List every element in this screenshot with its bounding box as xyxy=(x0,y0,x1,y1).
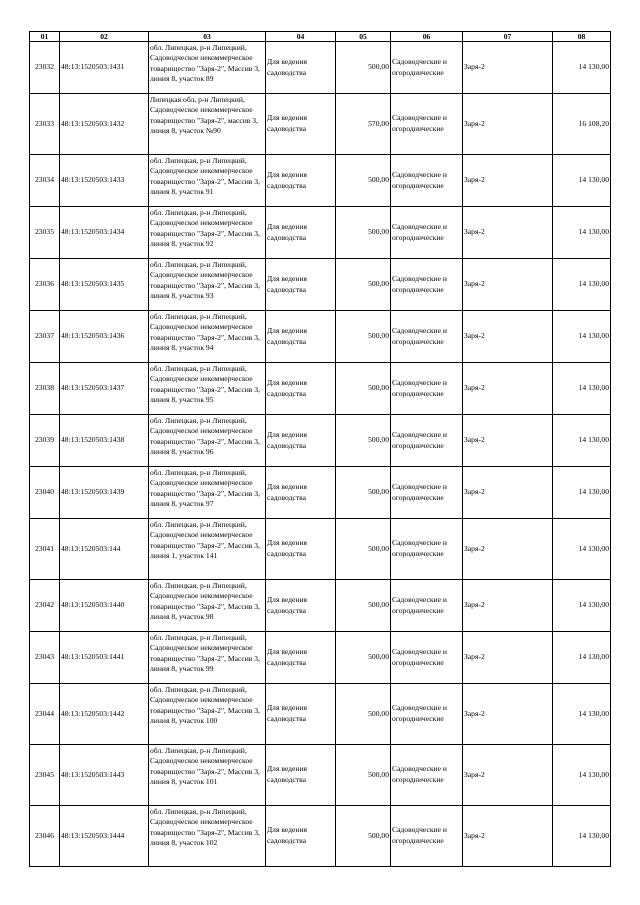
address xyxy=(149,519,266,580)
area: 500,00 xyxy=(336,259,391,311)
zone-name: Заря-2 xyxy=(463,363,553,415)
table-row xyxy=(30,467,611,519)
address-text: Липецкая обл, р-н Липецкий, Садоводческое некоммерческое товарищество "Заря-2", массив 3, линия 8, участок №90 xyxy=(150,94,258,136)
area: 500,00 xyxy=(336,519,391,580)
cadastral-number: 48:13:1520503:1441 xyxy=(60,632,149,684)
cadastral-value: 14 130,00 xyxy=(553,311,611,363)
address xyxy=(149,259,266,311)
area: 500,00 xyxy=(336,745,391,806)
address xyxy=(149,580,266,632)
row-number: 23043 xyxy=(30,632,60,684)
area: 500,00 xyxy=(336,311,391,363)
cadastral-value: 14 130,00 xyxy=(553,467,611,519)
cadastral-value: 14 130,00 xyxy=(553,745,611,806)
cadastral-value: 14 130,00 xyxy=(553,519,611,580)
address xyxy=(149,745,266,806)
address xyxy=(149,363,266,415)
cadastral-value: 16 108,20 xyxy=(553,94,611,155)
address-text: обл. Липецкая, р-н Липецкий, Садоводческое некоммерческое товарищество "Заря-2", Массив 3, линия 8, участок 100 xyxy=(150,684,260,726)
area: 500,00 xyxy=(336,42,391,94)
cadastral-value: 14 130,00 xyxy=(553,580,611,632)
land-category: Садоводческие и огороднические xyxy=(391,207,463,259)
cadastral-number: 48:13:1520503:1440 xyxy=(60,580,149,632)
zone-name: Заря-2 xyxy=(463,311,553,363)
row-number: 23038 xyxy=(30,363,60,415)
cadastral-number: 48:13:1520503:1431 xyxy=(60,42,149,94)
row-number: 23037 xyxy=(30,311,60,363)
land-category: Садоводческие и огороднические xyxy=(391,632,463,684)
cadastral-value: 14 130,00 xyxy=(553,42,611,94)
zone-name: Заря-2 xyxy=(463,632,553,684)
area: 500,00 xyxy=(336,684,391,745)
zone-name: Заря-2 xyxy=(463,42,553,94)
land-category: Садоводческие и огороднические xyxy=(391,745,463,806)
table-row xyxy=(30,94,611,155)
cadastral-number: 48:13:1520503:1442 xyxy=(60,684,149,745)
table-row xyxy=(30,580,611,632)
table-row xyxy=(30,519,611,580)
cadastral-number: 48:13:1520503:1437 xyxy=(60,363,149,415)
land-use-purpose: Для ведения садоводства xyxy=(266,94,336,155)
address-text: обл. Липецкая, р-н Липецкий, Садоводческое некоммерческое товарищество "Заря-2", Массив 3, линия 8, участок 99 xyxy=(150,632,260,674)
area: 500,00 xyxy=(336,155,391,207)
table-row xyxy=(30,207,611,259)
land-category: Садоводческие и огороднические xyxy=(391,311,463,363)
land-use-purpose: Для ведения садоводства xyxy=(266,415,336,467)
zone-name: Заря-2 xyxy=(463,94,553,155)
zone-name: Заря-2 xyxy=(463,745,553,806)
column-header: 08 xyxy=(553,32,611,42)
zone-name: Заря-2 xyxy=(463,155,553,207)
address-text: обл. Липецкая, р-н Липецкий, Садоводческое некоммерческое товарищество "Заря-2", Массив 3, линия 8, участок 93 xyxy=(150,259,260,301)
cadastral-number: 48:13:1520503:1436 xyxy=(60,311,149,363)
area: 500,00 xyxy=(336,207,391,259)
column-header: 05 xyxy=(336,32,391,42)
area: 500,00 xyxy=(336,632,391,684)
cadastral-number: 48:13:1520503:1439 xyxy=(60,467,149,519)
cadastral-number: 48:13:1520503:144 xyxy=(60,519,149,580)
address-text: обл. Липецкая, р-н Липецкий, Садоводческое некоммерческое товарищество "Заря-2", Массив 3, линия 8, участок 98 xyxy=(150,580,260,622)
address-text: обл. Липецкая, р-н Липецкий, Садоводческое некоммерческое товарищество "Заря-2", Массив 3, линия 8, участок 95 xyxy=(150,363,260,405)
land-use-purpose: Для ведения садоводства xyxy=(266,311,336,363)
zone-name: Заря-2 xyxy=(463,415,553,467)
zone-name: Заря-2 xyxy=(463,684,553,745)
zone-name: Заря-2 xyxy=(463,519,553,580)
table-row xyxy=(30,415,611,467)
table-row xyxy=(30,632,611,684)
area: 500,00 xyxy=(336,806,391,867)
row-number: 23041 xyxy=(30,519,60,580)
address-text: обл. Липецкая, р-н Липецкий, Садоводческое некоммерческое товарищество "Заря-2", Массив 3, линия 8, участок 101 xyxy=(150,745,260,787)
address xyxy=(149,415,266,467)
land-category: Садоводческие и огороднические xyxy=(391,467,463,519)
zone-name: Заря-2 xyxy=(463,259,553,311)
cadastral-number: 48:13:1520503:1433 xyxy=(60,155,149,207)
land-use-purpose: Для ведения садоводства xyxy=(266,519,336,580)
address-text: обл. Липецкая, р-н Липецкий, Садоводческое некоммерческое товарищество "Заря-2", Массив 3, линия 8, участок 89 xyxy=(150,42,260,84)
land-category: Садоводческие и огороднические xyxy=(391,684,463,745)
cadastral-value: 14 130,00 xyxy=(553,363,611,415)
zone-name: Заря-2 xyxy=(463,580,553,632)
address xyxy=(149,94,266,155)
land-use-purpose: Для ведения садоводства xyxy=(266,806,336,867)
address xyxy=(149,806,266,867)
row-number: 23032 xyxy=(30,42,60,94)
cadastral-value: 14 130,00 xyxy=(553,207,611,259)
table-row xyxy=(30,259,611,311)
land-category: Садоводческие и огороднические xyxy=(391,42,463,94)
land-use-purpose: Для ведения садоводства xyxy=(266,207,336,259)
address xyxy=(149,207,266,259)
land-category: Садоводческие и огороднические xyxy=(391,415,463,467)
cadastral-number: 48:13:1520503:1443 xyxy=(60,745,149,806)
column-header: 07 xyxy=(463,32,553,42)
row-number: 23042 xyxy=(30,580,60,632)
address xyxy=(149,684,266,745)
cadastral-value: 14 130,00 xyxy=(553,632,611,684)
land-use-purpose: Для ведения садоводства xyxy=(266,363,336,415)
table-row xyxy=(30,363,611,415)
address xyxy=(149,311,266,363)
cadastral-number: 48:13:1520503:1444 xyxy=(60,806,149,867)
cadastral-value: 14 130,00 xyxy=(553,806,611,867)
row-number: 23045 xyxy=(30,745,60,806)
land-category: Садоводческие и огороднические xyxy=(391,363,463,415)
address xyxy=(149,42,266,94)
address xyxy=(149,632,266,684)
area: 570,00 xyxy=(336,94,391,155)
area: 500,00 xyxy=(336,415,391,467)
address xyxy=(149,155,266,207)
address-text: обл. Липецкая, р-н Липецкий, Садоводческое некоммерческое товарищество "Заря-2", Массив 3, линия 8, участок 94 xyxy=(150,311,260,353)
address-text: обл. Липецкая, р-н Липецкий, Садоводческое некоммерческое товарищество "Заря-2", Массив 3, линия 8, участок 97 xyxy=(150,467,260,509)
header-row xyxy=(30,32,611,42)
land-use-purpose: Для ведения садоводства xyxy=(266,259,336,311)
land-category: Садоводческие и огороднические xyxy=(391,806,463,867)
column-header: 06 xyxy=(391,32,463,42)
land-use-purpose: Для ведения садоводства xyxy=(266,632,336,684)
table-row xyxy=(30,684,611,745)
cadastral-number: 48:13:1520503:1438 xyxy=(60,415,149,467)
table-body xyxy=(30,42,611,867)
row-number: 23035 xyxy=(30,207,60,259)
column-header: 02 xyxy=(60,32,149,42)
table-row xyxy=(30,42,611,94)
cadastral-number: 48:13:1520503:1434 xyxy=(60,207,149,259)
cadastral-table xyxy=(29,31,611,867)
land-category: Садоводческие и огороднические xyxy=(391,519,463,580)
address-text: обл. Липецкая, р-н Липецкий, Садоводческое некоммерческое товарищество "Заря-2", Массив 3, линия 1, участок 141 xyxy=(150,519,260,561)
cadastral-value: 14 130,00 xyxy=(553,259,611,311)
cadastral-value: 14 130,00 xyxy=(553,415,611,467)
land-use-purpose: Для ведения садоводства xyxy=(266,684,336,745)
cadastral-value: 14 130,00 xyxy=(553,155,611,207)
area: 500,00 xyxy=(336,580,391,632)
land-use-purpose: Для ведения садоводства xyxy=(266,580,336,632)
table-row xyxy=(30,745,611,806)
land-use-purpose: Для ведения садоводства xyxy=(266,155,336,207)
zone-name: Заря-2 xyxy=(463,806,553,867)
column-header: 01 xyxy=(30,32,60,42)
table-row xyxy=(30,311,611,363)
land-category: Садоводческие и огороднические xyxy=(391,259,463,311)
address-text: обл. Липецкая, р-н Липецкий, Садоводческое некоммерческое товарищество "Заря-2", Массив 3, линия 8, участок 96 xyxy=(150,415,260,457)
address xyxy=(149,467,266,519)
row-number: 23039 xyxy=(30,415,60,467)
land-use-purpose: Для ведения садоводства xyxy=(266,42,336,94)
cadastral-number: 48:13:1520503:1435 xyxy=(60,259,149,311)
row-number: 23044 xyxy=(30,684,60,745)
area: 500,00 xyxy=(336,363,391,415)
zone-name: Заря-2 xyxy=(463,207,553,259)
column-header: 04 xyxy=(266,32,336,42)
land-category: Садоводческие и огороднические xyxy=(391,94,463,155)
cadastral-value: 14 130,00 xyxy=(553,684,611,745)
area: 500,00 xyxy=(336,467,391,519)
column-header: 03 xyxy=(149,32,266,42)
land-use-purpose: Для ведения садоводства xyxy=(266,467,336,519)
row-number: 23034 xyxy=(30,155,60,207)
row-number: 23033 xyxy=(30,94,60,155)
land-category: Садоводческие и огороднические xyxy=(391,155,463,207)
row-number: 23046 xyxy=(30,806,60,867)
table-row xyxy=(30,806,611,867)
row-number: 23036 xyxy=(30,259,60,311)
cadastral-number: 48:13:1520503:1432 xyxy=(60,94,149,155)
land-category: Садоводческие и огороднические xyxy=(391,580,463,632)
table-row xyxy=(30,155,611,207)
land-use-purpose: Для ведения садоводства xyxy=(266,745,336,806)
address-text: обл. Липецкая, р-н Липецкий, Садоводческое некоммерческое товарищество "Заря-2", Массив 3, линия 8, участок 92 xyxy=(150,207,260,249)
row-number: 23040 xyxy=(30,467,60,519)
zone-name: Заря-2 xyxy=(463,467,553,519)
address-text: обл. Липецкая, р-н Липецкий, Садоводческое некоммерческое товарищество "Заря-2", Массив 3, линия 8, участок 102 xyxy=(150,806,260,848)
address-text: обл. Липецкая, р-н Липецкий, Садоводческое некоммерческое товарищество "Заря-2", Массив 3, линия 8, участок 91 xyxy=(150,155,260,197)
